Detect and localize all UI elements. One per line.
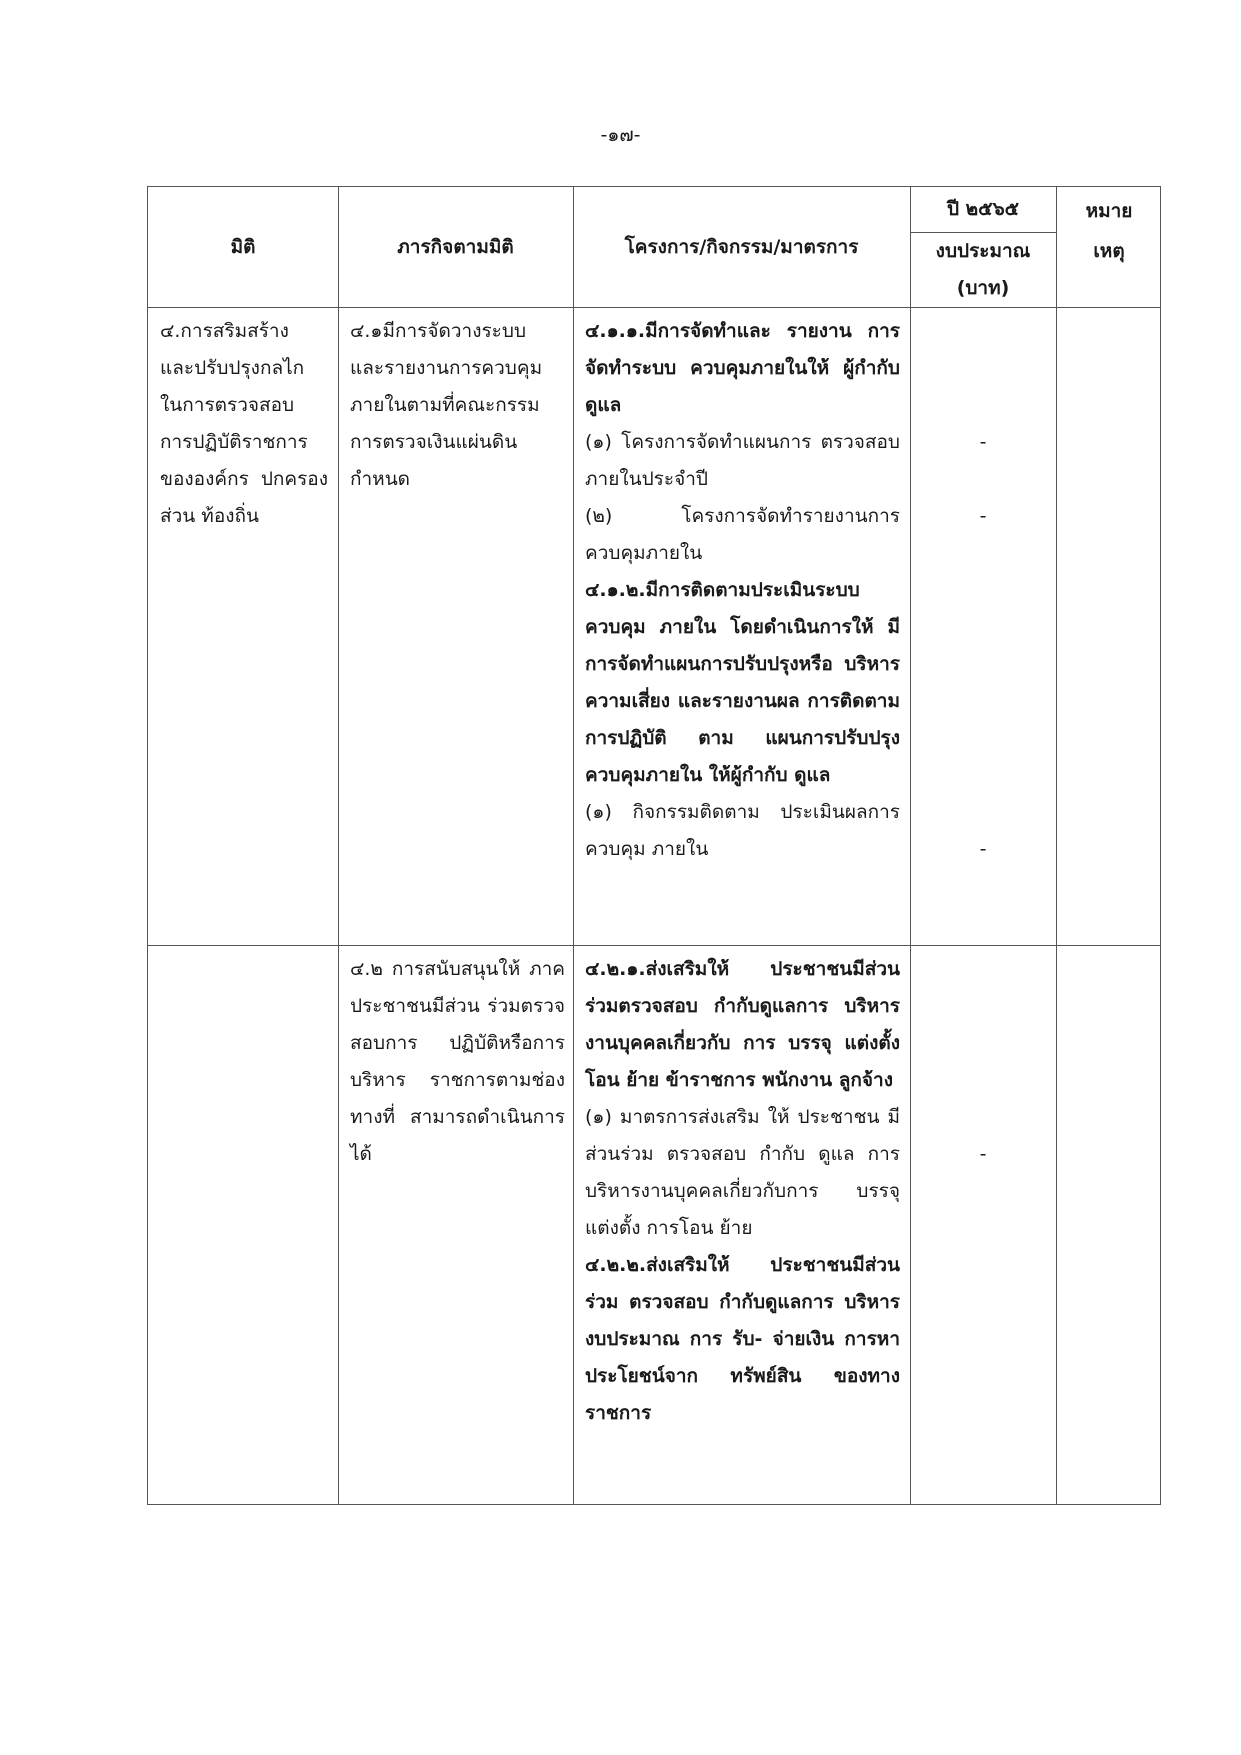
- grid-line: [573, 187, 574, 1504]
- grid-line: [148, 945, 1160, 946]
- row1-mission: ๔.๑มีการจัดวางระบบ และรายงานการควบคุม ภายในตามที่คณะกรรม การตรวจเงินแผ่นดิน กำหนด: [350, 320, 543, 490]
- header-remark: [1056, 191, 1162, 271]
- header-budget: [910, 233, 1056, 307]
- header-projects: โครงการ/กิจกรรม/มาตรการ: [624, 236, 859, 258]
- row2-projects: [585, 951, 900, 1432]
- row2-project-item: (๑) มาตรการส่งเสริม ให้ ประชาชน มีส่วนร่วม ตรวจสอบ กำกับ ดูแล การบริหารงานบุคคลเกี่ยวกับการ บรรจุแต่งตั้ง การโอน ย้าย: [585, 1106, 900, 1239]
- budget-value: -: [979, 838, 987, 860]
- plan-table: [147, 186, 1161, 1505]
- row1-budget: [910, 313, 1056, 933]
- row1-project-heading: ๔.๑.๒.มีการติดตามประเมินระบบ ควบคุม ภายใน โดยดำเนินการให้ มีการจัดทำแผนการปรับปรุงหรือ บริหาร ความเสี่ยง และรายงานผล การติดตามการปฏิบัติ ตาม แผนการปรับปรุง ควบคุมภายใน ให้ผู้กำกับ ดูแล: [585, 579, 900, 786]
- row1-project-item: (๑) กิจกรรมติดตาม ประเมินผลการ ควบคุม ภายใน: [585, 801, 900, 860]
- budget-value: -: [979, 1143, 987, 1165]
- row1-dimension: ๔.การสริมสร้าง และปรับปรุงกลไก ในการตรวจสอบ การปฏิบัติราชการ ขององค์กร ปกครองส่วน ท้องถิ่น: [160, 320, 328, 527]
- row1-project-item: (๒) โครงการจัดทำรายงานการ ควบคุมภายใน: [585, 505, 900, 564]
- row1-projects: [585, 313, 900, 868]
- row1-project-item: (๑) โครงการจัดทำแผนการ ตรวจสอบภายในประจำปี: [585, 431, 900, 490]
- header-remark-line2: เหตุ: [1093, 240, 1125, 262]
- header-dimension: มิติ: [230, 236, 256, 258]
- grid-line: [148, 307, 1160, 308]
- page-number: -๑๗-: [600, 124, 641, 146]
- header-budget-line2: (บาท): [956, 277, 1010, 299]
- row2-project-heading: ๔.๒.๒.ส่งเสริมให้ ประชาชนมีส่วน ร่วม ตรวจสอบ กำกับดูแลการ บริหารงบประมาณ การ รับ- จ่ายเงิน การหา ประโยชน์จาก ทรัพย์สิน ของทางราชการ: [585, 1254, 900, 1424]
- budget-value: -: [979, 431, 987, 453]
- header-mission: ภารกิจตามมิติ: [397, 236, 514, 258]
- header-year: ปี ๒๕๖๕: [946, 198, 1020, 220]
- row2-budget: [910, 951, 1056, 1491]
- grid-line: [338, 187, 339, 1504]
- budget-value: -: [979, 505, 987, 527]
- grid-line: [1056, 187, 1057, 1504]
- row2-project-heading: ๔.๒.๑.ส่งเสริมให้ ประชาชนมีส่วน ร่วมตรวจสอบ กำกับดูแลการ บริหารงานบุคคลเกี่ยวกับ การ บรรจุ แต่งตั้ง โอน ย้าย ข้าราชการ พนักงาน ลูกจ้าง: [585, 958, 900, 1091]
- header-budget-line1: งบประมาณ: [935, 240, 1031, 262]
- row1-project-heading: ๔.๑.๑.มีการจัดทำและ รายงาน การจัดทำระบบ ควบคุมภายในให้ ผู้กำกับดูแล: [585, 320, 900, 416]
- header-remark-line1: หมาย: [1085, 200, 1133, 222]
- row2-mission: ๔.๒ การสนับสนุนให้ ภาคประชาชนมีส่วน ร่วมตรวจสอบการ ปฏิบัติหรือการบริหาร ราชการตามช่องทางที่ สามารถดำเนินการได้: [350, 958, 565, 1165]
